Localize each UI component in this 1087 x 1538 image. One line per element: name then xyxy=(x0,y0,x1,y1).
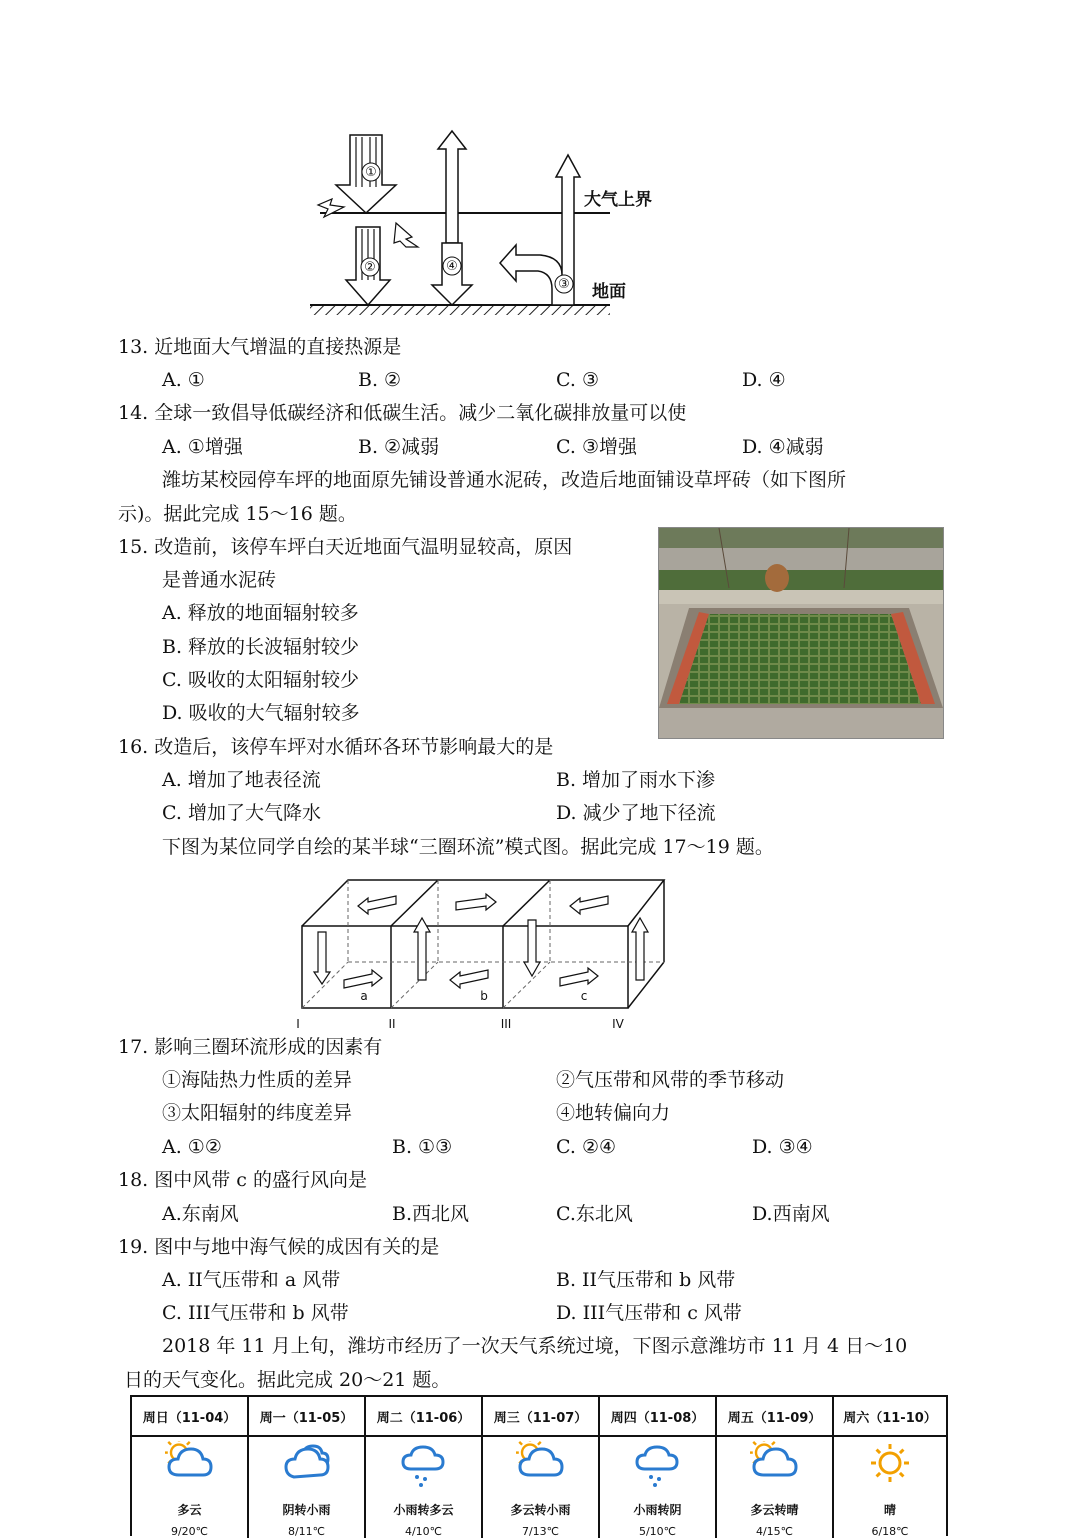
q16-option-a: A. 增加了地表径流 xyxy=(162,769,321,791)
intro-20-line1: 2018 年 11 月上旬，潍坊市经历了一次天气系统过境，下图示意潍坊市 11 月 4 日～10 xyxy=(162,1335,908,1357)
q19-stem: 19. 图中与地中海气候的成因有关的是 xyxy=(118,1236,440,1258)
q18-option-a: A.东南风 xyxy=(162,1203,239,1225)
weather-temperature: 7/13℃ xyxy=(521,1525,560,1538)
q13-option-b: B. ② xyxy=(358,369,402,391)
q17-statement-1: ①海陆热力性质的差异 xyxy=(162,1069,353,1091)
q16-option-c: C. 增加了大气降水 xyxy=(162,802,321,824)
weather-temperature: 5/10℃ xyxy=(638,1525,677,1538)
belt-a-label: a xyxy=(360,989,368,1003)
top-arrow-3 xyxy=(570,896,608,914)
weather-description: 阴转小雨 xyxy=(282,1503,331,1517)
q19-option-d: D. III气压带和 c 风带 xyxy=(556,1302,742,1324)
weather-description: 小雨转多云 xyxy=(393,1503,454,1517)
q15-option-d: D. 吸收的大气辐射较多 xyxy=(162,702,360,724)
rain-icon xyxy=(633,1441,683,1496)
weather-day-header: 周二（11-06） xyxy=(366,1397,481,1437)
weather-day-column xyxy=(132,1397,249,1538)
q13-option-d: D. ④ xyxy=(742,369,786,391)
bottom-arrow-b xyxy=(450,970,488,988)
three-cell-circulation-diagram xyxy=(288,876,668,1032)
partly-cloudy-icon xyxy=(516,1441,566,1496)
weather-description: 小雨转阴 xyxy=(633,1503,682,1517)
cloudy-icon xyxy=(282,1441,332,1496)
marker-2: ② xyxy=(364,260,376,275)
lat-label-3: III xyxy=(500,1017,512,1031)
weather-day-column xyxy=(249,1397,366,1538)
partly-cloudy-icon xyxy=(750,1441,800,1496)
q17-option-c: C. ②④ xyxy=(556,1136,617,1158)
weather-day-header: 周五（11-09） xyxy=(717,1397,832,1437)
weather-temperature: 9/20℃ xyxy=(170,1525,209,1538)
lat-label-1: I xyxy=(296,1017,300,1031)
q16-option-d: D. 减少了地下径流 xyxy=(556,802,716,824)
belt-b-label: b xyxy=(480,989,488,1003)
weather-description: 多云转晴 xyxy=(750,1503,799,1517)
q17-statement-4: ④地转偏向力 xyxy=(556,1102,671,1124)
weather-day-header: 周六（11-10） xyxy=(834,1397,946,1437)
q14-option-a: A. ①增强 xyxy=(162,436,243,458)
sun-icon xyxy=(865,1441,915,1496)
q14-option-b: B. ②减弱 xyxy=(358,436,440,458)
weather-day-column xyxy=(717,1397,834,1538)
q15-option-a: A. 释放的地面辐射较多 xyxy=(162,602,359,624)
bottom-arrow-a xyxy=(344,970,382,988)
q15-option-b: B. 释放的长波辐射较少 xyxy=(162,636,360,658)
weather-description: 多云 xyxy=(177,1503,202,1517)
weather-description: 晴 xyxy=(883,1503,896,1517)
top-arrow-1 xyxy=(358,896,396,914)
q18-option-d: D.西南风 xyxy=(752,1203,830,1225)
grass-paver-photo xyxy=(658,527,944,739)
intro-15-line2: 示)。据此完成 15～16 题。 xyxy=(118,503,357,525)
q16-stem: 16. 改造后，该停车坪对水循环各环节影响最大的是 xyxy=(118,736,554,758)
q17-option-a: A. ①② xyxy=(162,1136,222,1158)
q19-option-a: A. II气压带和 a 风带 xyxy=(162,1269,341,1291)
q14-stem: 14. 全球一致倡导低碳经济和低碳生活。减少二氧化碳排放量可以使 xyxy=(118,402,687,424)
weather-forecast-table xyxy=(130,1395,948,1536)
belt-c-label: c xyxy=(580,989,588,1003)
weather-day-header: 周一（11-05） xyxy=(249,1397,364,1437)
marker-3: ③ xyxy=(558,277,570,292)
weather-day-column xyxy=(366,1397,483,1538)
lat-label-2: II xyxy=(388,1017,396,1031)
q18-option-b: B.西北风 xyxy=(392,1203,470,1225)
intro-20-line2: 日的天气变化。据此完成 20～21 题。 xyxy=(124,1369,451,1391)
partly-cloudy-icon xyxy=(165,1441,215,1496)
weather-day-header: 周日（11-04） xyxy=(132,1397,247,1437)
top-arrow-2 xyxy=(456,894,496,910)
intro-15-line1: 潍坊某校园停车坪的地面原先铺设普通水泥砖，改造后地面铺设草坪砖（如下图所 xyxy=(162,469,847,491)
weather-temperature: 4/10℃ xyxy=(404,1525,443,1538)
down-arrow-3 xyxy=(524,920,540,976)
q19-option-b: B. II气压带和 b 风带 xyxy=(556,1269,736,1291)
upper-boundary-label: 大气上界 xyxy=(584,190,652,210)
bottom-arrow-c xyxy=(560,968,598,986)
q16-option-b: B. 增加了雨水下渗 xyxy=(556,769,716,791)
q14-option-d: D. ④减弱 xyxy=(742,436,824,458)
q15-stem-line2: 是普通水泥砖 xyxy=(162,569,277,591)
up-arrow-4 xyxy=(632,918,648,980)
weather-description: 多云转小雨 xyxy=(510,1503,571,1517)
q13-option-a: A. ① xyxy=(162,369,205,391)
q13-option-c: C. ③ xyxy=(556,369,599,391)
weather-day-column xyxy=(834,1397,946,1538)
weather-temperature: 8/11℃ xyxy=(287,1525,326,1538)
weather-temperature: 4/15℃ xyxy=(755,1525,794,1538)
reflect-arrow xyxy=(318,199,344,217)
q17-statement-3: ③太阳辐射的纬度差异 xyxy=(162,1102,353,1124)
q17-option-b: B. ①③ xyxy=(392,1136,453,1158)
q18-option-c: C.东北风 xyxy=(556,1203,633,1225)
weather-temperature: 6/18℃ xyxy=(871,1525,909,1538)
down-arrow-1 xyxy=(314,932,330,984)
q18-stem: 18. 图中风带 c 的盛行风向是 xyxy=(118,1169,367,1191)
ground-radiation-arrow xyxy=(432,131,472,305)
weather-day-column xyxy=(483,1397,600,1538)
q19-option-c: C. III气压带和 b 风带 xyxy=(162,1302,349,1324)
lat-label-4: IV xyxy=(612,1017,624,1031)
scatter-arrow xyxy=(394,223,418,247)
q17-stem: 17. 影响三圈环流形成的因素有 xyxy=(118,1036,383,1058)
q17-option-d: D. ③④ xyxy=(752,1136,813,1158)
marker-4: ④ xyxy=(446,259,458,274)
marker-1: ① xyxy=(365,165,377,180)
weather-day-header: 周三（11-07） xyxy=(483,1397,598,1437)
rain-icon xyxy=(399,1441,449,1496)
q17-statement-2: ②气压带和风带的季节移动 xyxy=(556,1069,785,1091)
weather-day-header: 周四（11-08） xyxy=(600,1397,715,1437)
weather-day-column xyxy=(600,1397,717,1538)
atmosphere-heat-diagram xyxy=(300,125,670,325)
q13-stem: 13. 近地面大气增温的直接热源是 xyxy=(118,336,402,358)
intro-17: 下图为某位同学自绘的某半球“三圈环流”模式图。据此完成 17～19 题。 xyxy=(162,836,774,858)
ground-label: 地面 xyxy=(592,282,626,302)
up-arrow-2 xyxy=(414,918,430,980)
q14-option-c: C. ③增强 xyxy=(556,436,637,458)
q15-option-c: C. 吸收的太阳辐射较少 xyxy=(162,669,359,691)
q15-stem-line1: 15. 改造前，该停车坪白天近地面气温明显较高，原因 xyxy=(118,536,573,558)
